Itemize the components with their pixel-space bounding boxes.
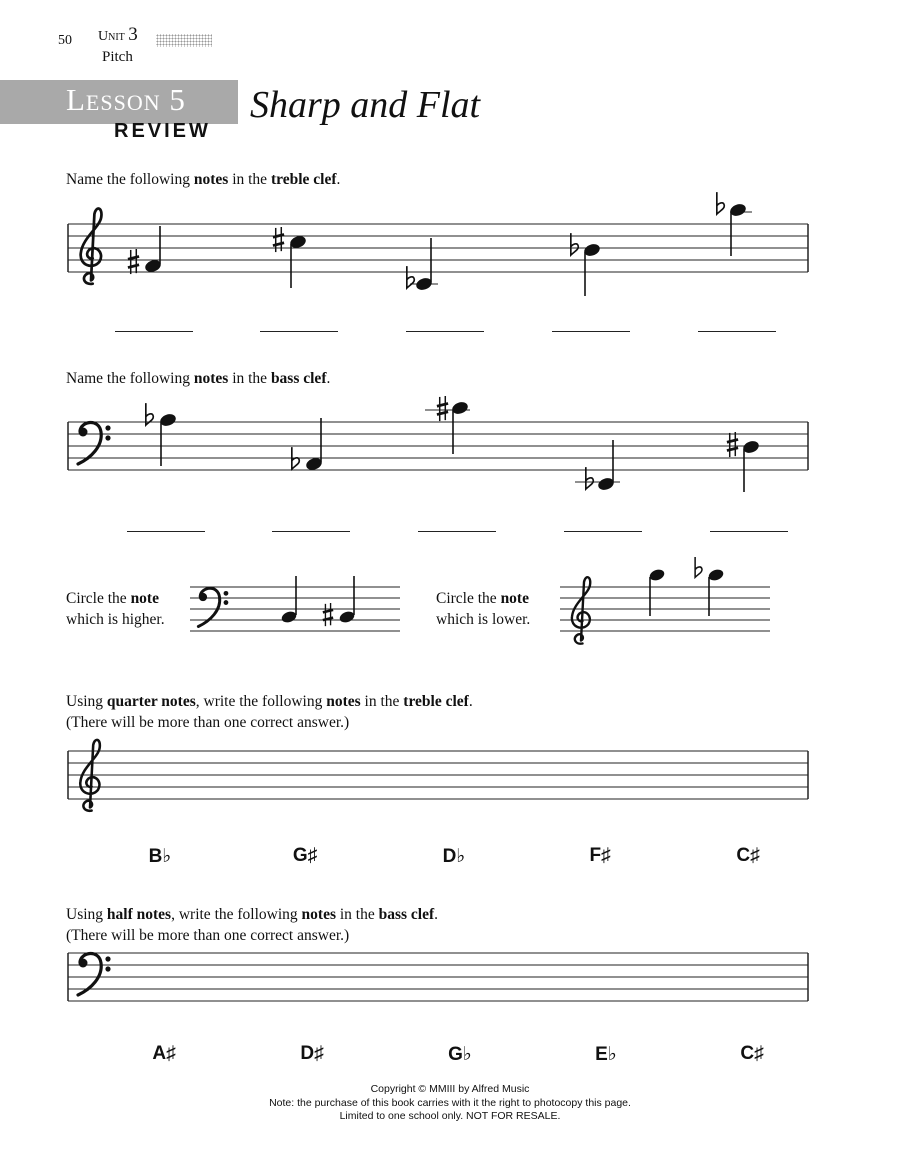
bass-staff-small (190, 587, 400, 631)
instr-bold: treble clef (403, 693, 469, 710)
page-title: Sharp and Flat (250, 84, 481, 126)
instr-text: . (336, 171, 341, 188)
bass-staff-1-notes (146, 396, 761, 492)
instr-text: in the (335, 906, 379, 923)
instr-text: Using (66, 906, 107, 923)
instr-line: which is higher. (66, 611, 165, 628)
instr-text: . (326, 370, 331, 387)
instr-bold: notes (193, 171, 229, 188)
instr-text: . (434, 906, 439, 923)
instr-bold: note (130, 590, 159, 607)
note-name: G♯ (292, 845, 318, 866)
note-name: B♭ (148, 846, 172, 867)
footer-line: Note: the purchase of this book carries with it the right to photocopy this page. (269, 1096, 631, 1109)
instr-text: . (468, 693, 473, 710)
footer-line: Limited to one school only. NOT FOR RESALE. (339, 1110, 561, 1122)
instr-text: Name the following (66, 171, 194, 188)
instr-bold: quarter notes (106, 693, 196, 710)
unit-topic: Pitch (102, 49, 133, 65)
instr-text: Using (66, 693, 107, 710)
instr-text: Circle the (66, 590, 131, 607)
lesson-title: Lesson 5 (66, 82, 186, 117)
flat-icon (717, 192, 724, 214)
bass-staff-small-notes (280, 576, 356, 626)
instr-text: Circle the (436, 590, 501, 607)
sharp-icon (437, 396, 448, 421)
footer-line: Copyright © MMIII by Alfred Music (370, 1083, 530, 1095)
sharp-icon (727, 432, 738, 457)
bass-clef-icon (198, 588, 228, 626)
instr-text: , write the following (171, 906, 302, 923)
instr-bold: notes (326, 693, 361, 710)
instr-bold: bass clef (378, 906, 435, 923)
instr-bold: note (500, 590, 529, 607)
sharp-icon (323, 603, 333, 626)
flat-icon (695, 557, 702, 577)
flat-icon (407, 266, 414, 288)
bass-staff-blank (68, 953, 808, 1001)
instr-line: (There will be more than one correct answer.) (66, 714, 350, 731)
lesson-subtitle: REVIEW (114, 120, 211, 142)
instr-line: (There will be more than one correct answer.) (66, 927, 350, 944)
note-name: D♯ (300, 1043, 324, 1064)
treble-staff-1 (68, 224, 808, 272)
note-name: F♯ (589, 845, 611, 866)
treble-clef-icon (81, 209, 102, 284)
instr-text: in the (360, 693, 404, 710)
instr-text: in the (228, 370, 271, 387)
instr-text: in the (228, 171, 271, 188)
instr-bold: bass clef (270, 370, 327, 387)
instr-bold: notes (193, 370, 229, 387)
unit-number: 3 (128, 24, 138, 45)
unit-word: Unit (98, 29, 125, 44)
note-name: E♭ (595, 1044, 617, 1065)
note-name: A♯ (152, 1043, 176, 1064)
instr-bold: notes (301, 906, 336, 923)
treble-staff-blank (68, 751, 808, 799)
instr-line: which is lower. (436, 611, 531, 628)
note-name: G♭ (448, 1044, 472, 1065)
instr-text: Name the following (66, 370, 194, 387)
instr-bold: half notes (106, 906, 172, 923)
treble-staff-small (560, 587, 770, 631)
sharp-icon (128, 249, 139, 274)
page-number: 50 (58, 33, 72, 48)
note-name: C♯ (736, 845, 760, 866)
copyright-footer (0, 1083, 900, 1124)
note-name: C♯ (740, 1043, 764, 1064)
instr-bold: treble clef (270, 171, 337, 188)
treble-staff-1-notes (128, 192, 752, 296)
note-name: D♭ (442, 846, 466, 867)
instr-text: , write the following (195, 693, 327, 710)
bass-staff-1 (68, 422, 808, 470)
